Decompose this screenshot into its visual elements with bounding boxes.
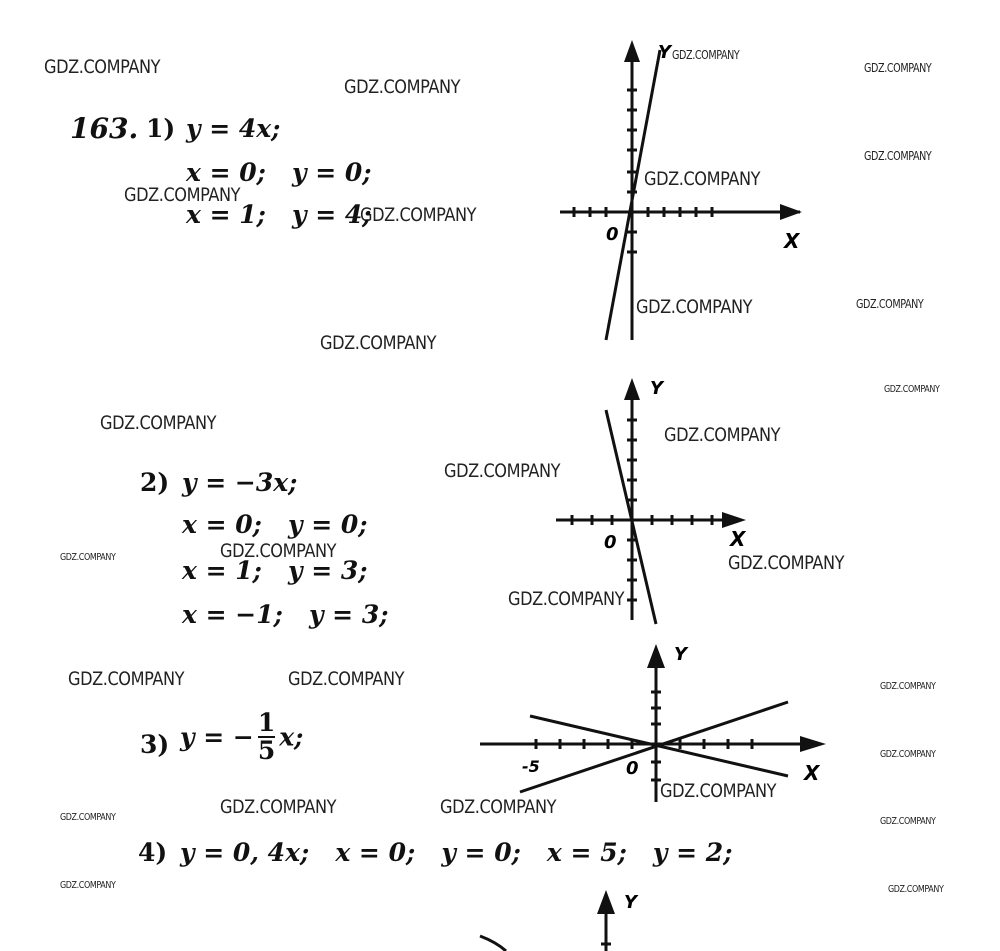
fraction-denominator: 5: [257, 736, 276, 765]
part4-equation: y = 0, 4x; x = 0; y = 0; x = 5; y = 2;: [180, 838, 733, 867]
x-axis-label: X: [784, 229, 800, 253]
part1-label: 1): [146, 114, 176, 143]
function-line: [480, 936, 506, 951]
fraction-numerator: 1: [257, 708, 276, 737]
y-axis-arrow: [647, 644, 665, 668]
part3-label: 3): [140, 730, 170, 759]
watermark: GDZ.COMPANY: [220, 540, 337, 562]
part2-row1: x = 0; y = 0;: [182, 510, 368, 539]
y-axis-arrow: [624, 378, 640, 400]
origin-label: 0: [604, 532, 617, 553]
part2-label: 2): [140, 468, 170, 497]
graph-4: [470, 880, 670, 951]
x-axis-arrow: [800, 736, 826, 752]
watermark: GDZ.COMPANY: [636, 296, 753, 318]
watermark: GDZ.COMPANY: [864, 61, 932, 75]
y-axis-label: Y: [658, 42, 672, 63]
part1-row2: x = 1; y = 4;: [186, 200, 372, 229]
watermark: GDZ.COMPANY: [864, 149, 932, 163]
watermark: GDZ.COMPANY: [880, 681, 936, 692]
watermark: GDZ.COMPANY: [60, 552, 116, 563]
part2-row3: x = −1; y = 3;: [182, 600, 389, 629]
watermark: GDZ.COMPANY: [60, 812, 116, 823]
y-axis-label: Y: [650, 378, 664, 399]
x-axis-label: X: [804, 761, 820, 785]
watermark: GDZ.COMPANY: [68, 668, 185, 690]
origin-label: 0: [626, 758, 639, 779]
part3-eq-prefix: y = −: [180, 722, 254, 752]
part4-label: 4): [138, 838, 168, 867]
watermark: GDZ.COMPANY: [856, 297, 924, 311]
watermark: GDZ.COMPANY: [644, 168, 761, 190]
problem-number: 163.: [70, 112, 139, 145]
part2-equation: y = −3x;: [182, 468, 298, 497]
watermark: GDZ.COMPANY: [880, 749, 936, 760]
watermark: GDZ.COMPANY: [884, 384, 940, 395]
watermark: GDZ.COMPANY: [44, 56, 161, 78]
graph-3: [470, 636, 850, 806]
watermark: GDZ.COMPANY: [444, 460, 561, 482]
y-axis-arrow: [624, 40, 640, 62]
graph-1: [550, 30, 820, 350]
watermark: GDZ.COMPANY: [288, 668, 405, 690]
x-axis-arrow: [780, 204, 802, 220]
watermark: GDZ.COMPANY: [440, 796, 557, 818]
watermark: GDZ.COMPANY: [728, 552, 845, 574]
watermark: GDZ.COMPANY: [220, 796, 337, 818]
watermark: GDZ.COMPANY: [360, 204, 477, 226]
watermark: GDZ.COMPANY: [660, 780, 777, 802]
watermark: GDZ.COMPANY: [320, 332, 437, 354]
y-axis-arrow: [597, 890, 615, 914]
part1-equation: y = 4x;: [186, 114, 281, 143]
watermark: GDZ.COMPANY: [60, 880, 116, 891]
part1-row1: x = 0; y = 0;: [186, 158, 372, 187]
part3-equation: [180, 710, 303, 764]
x-axis-arrow: [722, 512, 746, 528]
watermark: GDZ.COMPANY: [344, 76, 461, 98]
watermark: GDZ.COMPANY: [508, 588, 625, 610]
part2-row2: x = 1; y = 3;: [182, 556, 368, 585]
x-axis-label: X: [730, 527, 746, 551]
y-axis-label: Y: [624, 892, 638, 913]
watermark: GDZ.COMPANY: [880, 816, 936, 827]
watermark: GDZ.COMPANY: [124, 184, 241, 206]
watermark: GDZ.COMPANY: [672, 48, 740, 62]
origin-label: 0: [606, 224, 619, 245]
y-axis-label: Y: [674, 644, 688, 665]
watermark: GDZ.COMPANY: [100, 412, 217, 434]
fraction: [258, 710, 275, 764]
watermark: GDZ.COMPANY: [888, 884, 944, 895]
graph-2: [550, 370, 770, 630]
part3-eq-suffix: x;: [279, 722, 304, 752]
tick-label-neg5: -5: [522, 757, 540, 776]
watermark: GDZ.COMPANY: [664, 424, 781, 446]
